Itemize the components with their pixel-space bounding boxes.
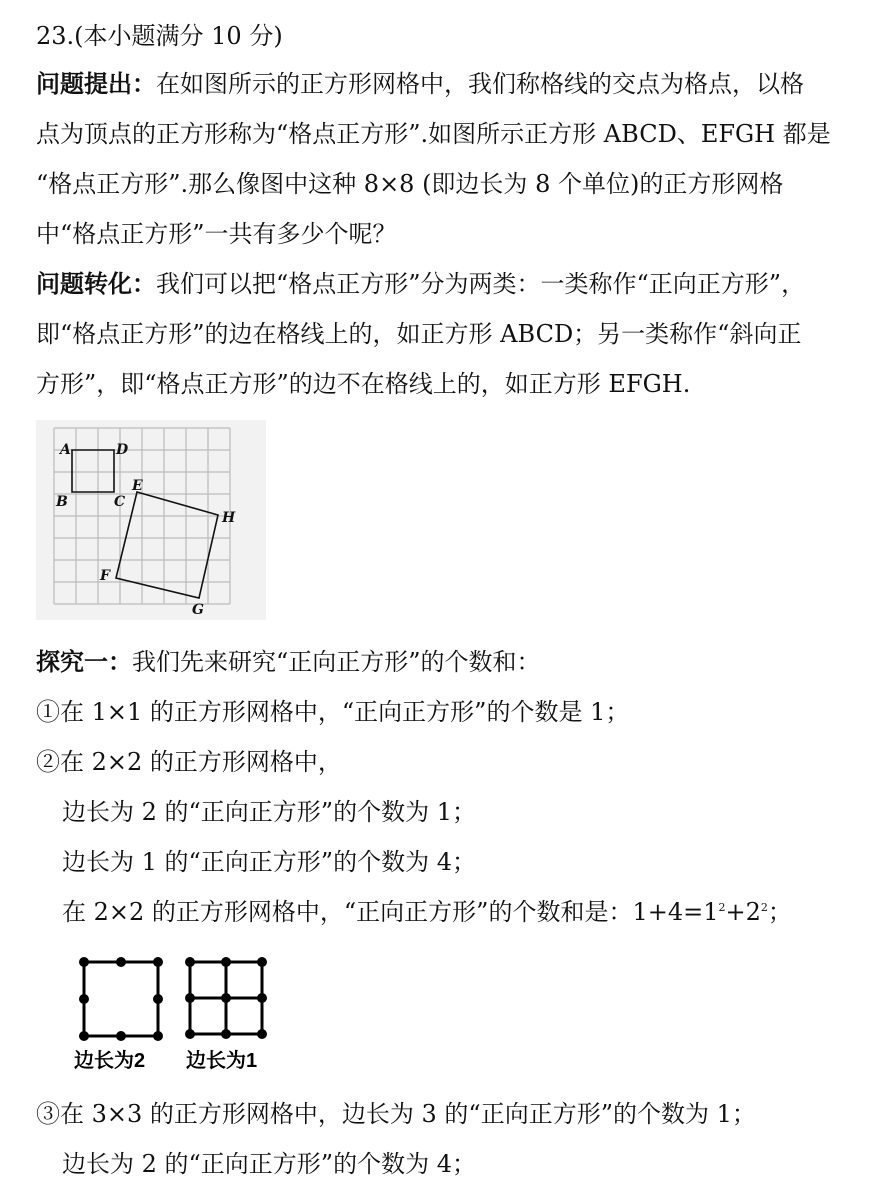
section-label-transform: 问题转化： bbox=[36, 270, 156, 298]
sum-formula-mid: +2 bbox=[725, 898, 761, 926]
section-label-explore: 探究一： bbox=[36, 648, 132, 676]
explore-item-1: ①在 1×1 的正方形网格中，“正向正方形”的个数是 1； bbox=[36, 698, 630, 726]
figure-side-2 bbox=[79, 957, 163, 1041]
explore-item-2b: 边长为 1 的“正向正方形”的个数为 4； bbox=[62, 848, 476, 876]
label-f: F bbox=[100, 568, 110, 584]
label-c: C bbox=[114, 494, 126, 510]
label-g: G bbox=[192, 602, 204, 618]
explore-item-3: ③在 3×3 的正方形网格中，边长为 3 的“正向正方形”的个数为 1； bbox=[36, 1100, 756, 1128]
sum-formula-prefix: 在 2×2 的正方形网格中，“正向正方形”的个数和是：1+4=1 bbox=[62, 898, 719, 926]
explore-item-2: ②在 2×2 的正方形网格中， bbox=[36, 748, 342, 776]
sum-exponent-2: 2 bbox=[760, 901, 768, 914]
explore-line-intro bbox=[36, 646, 541, 678]
transform-text-1: 我们可以把“格点正方形”分为两类：一类称作“正向正方形”， bbox=[156, 270, 806, 298]
problem-text-1: 在如图所示的正方形网格中，我们称格线的交点为格点，以格 bbox=[156, 70, 804, 98]
explore-item-2c bbox=[62, 896, 792, 928]
label-d: D bbox=[116, 442, 129, 458]
figure-label-side-1: 边长为1 bbox=[186, 1050, 258, 1072]
problem-statement-line-1 bbox=[36, 68, 804, 100]
dot-square-figures bbox=[70, 950, 280, 1050]
problem-statement-line-3: “格点正方形”.那么像图中这种 8×8 (即边长为 8 个单位)的正方形网格 bbox=[36, 170, 784, 198]
grid-figure bbox=[36, 420, 266, 620]
figure-side-1 bbox=[185, 957, 267, 1039]
label-h: H bbox=[222, 510, 236, 526]
explore-item-2a: 边长为 2 的“正向正方形”的个数为 1； bbox=[62, 798, 476, 826]
transform-line-3: 方形”，即“格点正方形”的边不在格线上的，如正方形 EFGH. bbox=[36, 370, 691, 398]
label-e: E bbox=[132, 478, 143, 494]
problem-header: 23.(本小题满分 10 分) bbox=[36, 22, 283, 50]
transform-line-2: 即“格点正方形”的边在格线上的，如正方形 ABCD；另一类称作“斜向正 bbox=[36, 320, 802, 348]
label-b: B bbox=[56, 494, 68, 510]
problem-statement-line-2: 点为顶点的正方形称为“格点正方形”.如图所示正方形 ABCD、EFGH 都是 bbox=[36, 120, 831, 148]
label-a: A bbox=[60, 442, 71, 458]
section-label-problem: 问题提出： bbox=[36, 70, 156, 98]
explore-item-3a: 边长为 2 的“正向正方形”的个数为 4； bbox=[62, 1150, 476, 1178]
sum-formula-suffix: ； bbox=[767, 898, 792, 926]
transform-line-1 bbox=[36, 268, 805, 300]
sum-exponent-1: 2 bbox=[718, 901, 726, 914]
explore-intro: 我们先来研究“正向正方形”的个数和： bbox=[132, 648, 541, 676]
problem-statement-line-4: 中“格点正方形”一共有多少个呢？ bbox=[36, 220, 397, 248]
figure-label-side-2: 边长为2 bbox=[74, 1050, 146, 1072]
